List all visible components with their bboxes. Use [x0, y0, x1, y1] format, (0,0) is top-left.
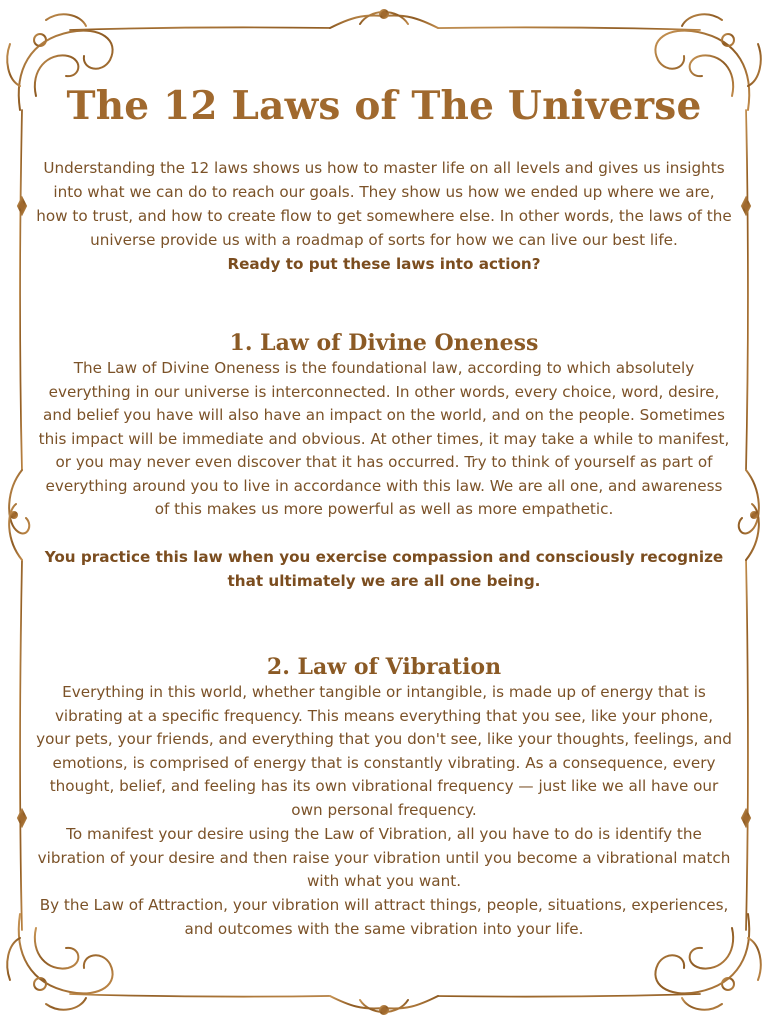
- call-to-action: Ready to put these laws into action?: [227, 255, 541, 273]
- law-2-body-2: To manifest your desire using the Law of Vibration, all you have to do is identify the vibration of your desire and then raise your vibration until you become a vibrational match with what you want.: [37, 825, 731, 890]
- law-1-body: The Law of Divine Oneness is the foundational law, according to which absolutely everything in our universe is interconnected. In other words, every choice, word, desire, and belief you have will also have an impact on the world, and on the people. Sometimes this impact will be immediate and obvious. At other times, it may take a while to manifest, or you may never even discover that it has occurred. Try to think of yourself as part of everything around you to live in accordance with this law. We are all one, and awareness of this makes us more powerful as well as more empathetic.: [38, 359, 730, 518]
- law-2-body: Everything in this world, whether tangible or intangible, is made up of energy that is vibrating at a specific frequency. This means everything that you see, like your phone, your pets, your friends, and everything that you don't see, like your thoughts, feelings, and emotions, is comprised of energy that is constantly vibrating. As a consequence, every thought, belief, and feeling has its own vibrational frequency — just like we all have our own personal frequency.: [36, 683, 732, 819]
- law-2-heading: 2. Law of Vibration: [266, 654, 502, 680]
- intro-paragraph: Understanding the 12 laws shows us how to master life on all levels and gives us insights into what we can do to reach our goals. They show us how we ended up where we are, how to trust, and how to create flow to get somewhere else. In other words, the laws of the universe provide us with a roadmap of sorts for how we can live our best life.: [36, 159, 732, 249]
- law-2-body-3: By the Law of Attraction, your vibration will attract things, people, situations, experiences, and outcomes with the same vibration into your life.: [39, 896, 729, 938]
- law-1-heading: 1. Law of Divine Oneness: [229, 330, 539, 356]
- page-title: The 12 Laws of The Universe: [66, 83, 702, 129]
- law-1-practice: You practice this law when you exercise compassion and consciously recognize that ultimately we are all one being.: [44, 548, 724, 590]
- document-page: [36, 0, 732, 1024]
